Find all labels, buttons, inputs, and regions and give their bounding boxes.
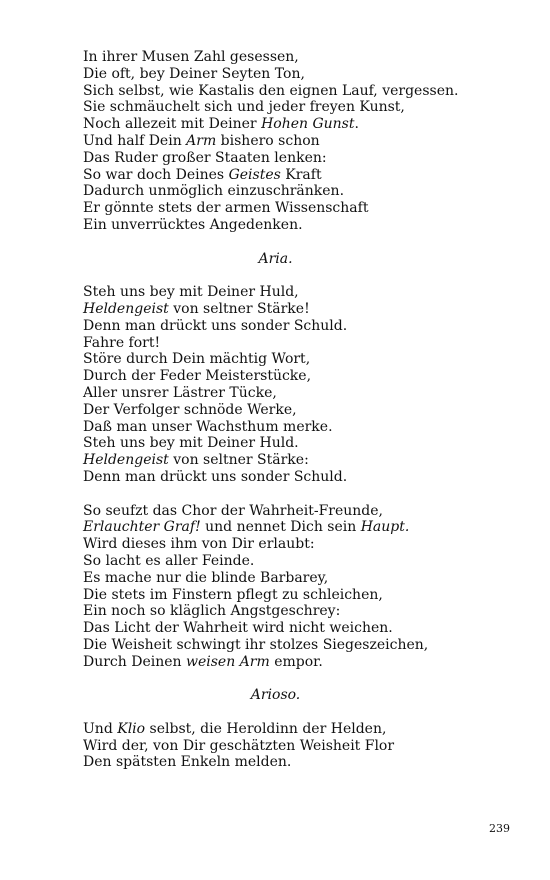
poem-line: Daß man unser Wachsthum merke.	[83, 418, 333, 435]
poem-line: Denn man drückt uns sonder Schuld.	[83, 468, 348, 485]
stanza-4	[83, 721, 513, 771]
stanza-gap	[83, 704, 513, 721]
poem-line: Die stets im Finstern pflegt zu schleichen,	[83, 586, 383, 603]
emphasis: weisen Arm	[186, 653, 270, 670]
poem-line: Und half Dein Arm bishero schon	[83, 132, 320, 149]
emphasis: Klio	[117, 720, 146, 737]
poem-line: Störe durch Dein mächtig Wort,	[83, 351, 311, 368]
poem-line: Es mache nur die blinde Barbarey,	[83, 569, 329, 586]
poem-line: Wird der, von Dir geschätzten Weisheit Flor	[83, 737, 395, 754]
poem-line: Noch allezeit mit Deiner Hohen Gunst.	[83, 116, 359, 133]
poem-line: Steh uns bey mit Deiner Huld,	[83, 284, 299, 301]
poem-line: Das Ruder großer Staaten lenken:	[83, 149, 327, 166]
stanza-gap	[83, 234, 513, 251]
poem-line: Heldengeist von seltner Stärke:	[83, 452, 309, 469]
emphasis: Arm	[186, 132, 217, 149]
heading-arioso: Arioso.	[250, 687, 301, 704]
page-number: 239	[489, 822, 510, 835]
poem-line: Er gönnte stets der armen Wissenschaft	[83, 200, 369, 217]
poem-line: Den spätsten Enkeln melden.	[83, 754, 292, 771]
poem-line: Wird dieses ihm von Dir erlaubt:	[83, 536, 315, 553]
poem-line: Sie schmäuchelt sich und jeder freyen Kunst,	[83, 99, 405, 116]
poem-line: Und Klio selbst, die Heroldinn der Helden,	[83, 720, 387, 737]
poem-line: Das Licht der Wahrheit wird nicht weichen.	[83, 620, 393, 637]
stanza-3	[83, 503, 513, 671]
poem-line: Durch Deinen weisen Arm empor.	[83, 653, 323, 670]
poem-line: Heldengeist von seltner Stärke!	[83, 300, 310, 317]
emphasis: Haupt.	[360, 519, 410, 536]
poem-line: Sich selbst, wie Kastalis den eignen Lauf, vergessen.	[83, 82, 459, 99]
poem-line: Durch der Feder Meisterstücke,	[83, 368, 312, 385]
poem-line: Dadurch unmöglich einzuschränken.	[83, 183, 345, 200]
emphasis: Hohen Gunst	[261, 116, 355, 133]
stanza-1	[83, 49, 513, 234]
poem-line: So seufzt das Chor der Wahrheit-Freunde,	[83, 502, 384, 519]
emphasis: Erlauchter Graf!	[83, 519, 201, 536]
poem-line: Steh uns bey mit Deiner Huld.	[83, 435, 299, 452]
poem-line: Aller unsrer Lästrer Tücke,	[83, 384, 277, 401]
stanza-gap	[83, 486, 513, 503]
stanza-2	[83, 284, 513, 486]
poem-line: So war doch Deines Geistes Kraft	[83, 166, 322, 183]
poem-line: Ein unverrücktes Angedenken.	[83, 216, 303, 233]
emphasis: Heldengeist	[83, 300, 169, 317]
stanza-gap	[83, 670, 513, 687]
heading-aria: Aria.	[258, 250, 293, 267]
poem-line: In ihrer Musen Zahl gesessen,	[83, 49, 299, 65]
poem-line: So lacht es aller Feinde.	[83, 552, 255, 569]
emphasis: Heldengeist	[83, 452, 169, 469]
emphasis: Geistes	[228, 166, 281, 183]
poem-line: Fahre fort!	[83, 334, 161, 351]
poem-line: Der Verfolger schnöde Werke,	[83, 401, 297, 418]
poem-line: Die Weisheit schwingt ihr stolzes Siegeszeichen,	[83, 636, 429, 653]
poem-line: Die oft, bey Deiner Seyten Ton,	[83, 65, 305, 82]
poem-line: Ein noch so kläglich Angstgeschrey:	[83, 603, 341, 620]
poem-line: Erlauchter Graf! und nennet Dich sein Haupt.	[83, 519, 410, 536]
poem-text	[83, 49, 513, 771]
stanza-gap	[83, 267, 513, 284]
poem-line: Denn man drückt uns sonder Schuld.	[83, 317, 348, 334]
